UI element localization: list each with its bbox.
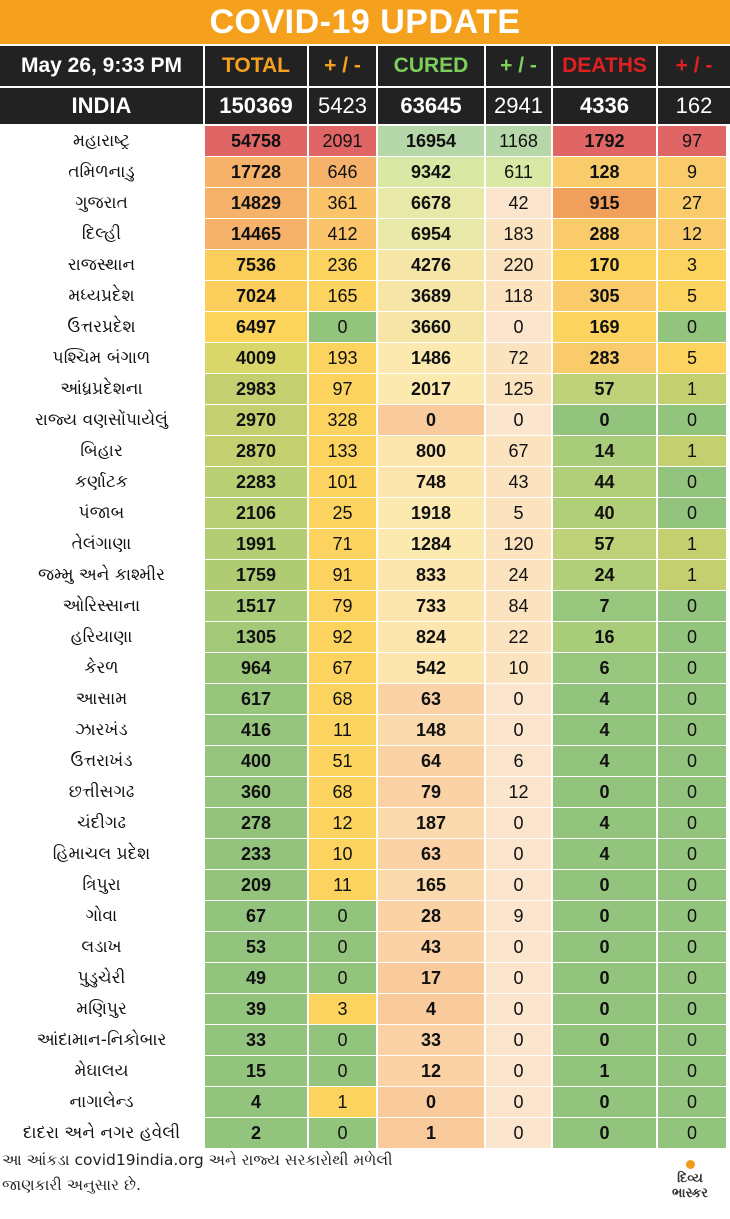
header-deaths: DEATHS xyxy=(553,46,656,86)
total-delta-cell: 10 xyxy=(309,839,376,869)
cured-delta-cell: 183 xyxy=(486,219,551,249)
cured-delta-cell: 118 xyxy=(486,281,551,311)
deaths-cell: 0 xyxy=(553,994,656,1024)
deaths-cell: 0 xyxy=(553,870,656,900)
deaths-delta-cell: 0 xyxy=(658,839,726,869)
total-cell: 7024 xyxy=(205,281,307,311)
total-cell: 6497 xyxy=(205,312,307,342)
india-cured-delta: 2941 xyxy=(486,88,551,124)
total-cell: 964 xyxy=(205,653,307,683)
deaths-cell: 57 xyxy=(553,529,656,559)
total-delta-cell: 12 xyxy=(309,808,376,838)
state-name: દાદરા અને નગર હવેલી xyxy=(0,1118,203,1148)
total-cell: 2970 xyxy=(205,405,307,435)
state-name: કેરળ xyxy=(0,653,203,683)
cured-delta-cell: 0 xyxy=(486,684,551,714)
cured-cell: 833 xyxy=(378,560,484,590)
deaths-cell: 0 xyxy=(553,405,656,435)
total-cell: 14465 xyxy=(205,219,307,249)
total-delta-cell: 361 xyxy=(309,188,376,218)
deaths-delta-cell: 0 xyxy=(658,994,726,1024)
total-cell: 1305 xyxy=(205,622,307,652)
divya-bhaskar-logo xyxy=(660,1160,720,1210)
deaths-delta-cell: 97 xyxy=(658,126,726,156)
total-cell: 2 xyxy=(205,1118,307,1148)
total-cell: 2983 xyxy=(205,374,307,404)
total-cell: 2283 xyxy=(205,467,307,497)
india-total-delta: 5423 xyxy=(309,88,376,124)
cured-delta-cell: 125 xyxy=(486,374,551,404)
cured-cell: 6678 xyxy=(378,188,484,218)
deaths-delta-cell: 0 xyxy=(658,684,726,714)
cured-delta-cell: 1168 xyxy=(486,126,551,156)
state-name: જમ્મુ અને કાશ્મીર xyxy=(0,560,203,590)
total-delta-cell: 91 xyxy=(309,560,376,590)
deaths-cell: 4 xyxy=(553,684,656,714)
deaths-cell: 305 xyxy=(553,281,656,311)
deaths-delta-cell: 0 xyxy=(658,312,726,342)
header-total-delta: + / - xyxy=(309,46,376,86)
cured-delta-cell: 0 xyxy=(486,994,551,1024)
total-cell: 4009 xyxy=(205,343,307,373)
deaths-delta-cell: 1 xyxy=(658,560,726,590)
deaths-delta-cell: 0 xyxy=(658,870,726,900)
india-deaths-delta: 162 xyxy=(658,88,730,124)
deaths-cell: 288 xyxy=(553,219,656,249)
total-delta-cell: 412 xyxy=(309,219,376,249)
total-cell: 49 xyxy=(205,963,307,993)
source-note-line-1: આ આંકડા covid19india.org અને રાજ્ય સરકારોથી મળેલી xyxy=(2,1151,393,1169)
total-cell: 2106 xyxy=(205,498,307,528)
state-name: રાજ્ય વણસોંપાયેલું xyxy=(0,405,203,435)
deaths-cell: 4 xyxy=(553,839,656,869)
cured-cell: 0 xyxy=(378,405,484,435)
logo-line-1: દિવ્ય xyxy=(677,1171,703,1186)
total-cell: 209 xyxy=(205,870,307,900)
state-name: ઓરિસ્સાના xyxy=(0,591,203,621)
cured-delta-cell: 0 xyxy=(486,1025,551,1055)
state-name: રાજસ્થાન xyxy=(0,250,203,280)
total-delta-cell: 133 xyxy=(309,436,376,466)
cured-delta-cell: 0 xyxy=(486,963,551,993)
cured-delta-cell: 9 xyxy=(486,901,551,931)
state-name: ગુજરાત xyxy=(0,188,203,218)
total-delta-cell: 71 xyxy=(309,529,376,559)
deaths-cell: 57 xyxy=(553,374,656,404)
deaths-delta-cell: 5 xyxy=(658,281,726,311)
cured-delta-cell: 84 xyxy=(486,591,551,621)
total-delta-cell: 0 xyxy=(309,1118,376,1148)
deaths-cell: 44 xyxy=(553,467,656,497)
deaths-delta-cell: 0 xyxy=(658,622,726,652)
deaths-cell: 0 xyxy=(553,1025,656,1055)
state-name: ત્રિપુરા xyxy=(0,870,203,900)
cured-cell: 748 xyxy=(378,467,484,497)
cured-delta-cell: 611 xyxy=(486,157,551,187)
deaths-cell: 4 xyxy=(553,715,656,745)
cured-cell: 63 xyxy=(378,839,484,869)
total-delta-cell: 3 xyxy=(309,994,376,1024)
state-name: પશ્ચિમ બંગાળ xyxy=(0,343,203,373)
cured-cell: 28 xyxy=(378,901,484,931)
deaths-delta-cell: 0 xyxy=(658,653,726,683)
cured-cell: 1486 xyxy=(378,343,484,373)
cured-delta-cell: 67 xyxy=(486,436,551,466)
deaths-cell: 16 xyxy=(553,622,656,652)
deaths-cell: 0 xyxy=(553,932,656,962)
cured-delta-cell: 22 xyxy=(486,622,551,652)
total-cell: 7536 xyxy=(205,250,307,280)
deaths-delta-cell: 0 xyxy=(658,777,726,807)
total-delta-cell: 328 xyxy=(309,405,376,435)
cured-delta-cell: 42 xyxy=(486,188,551,218)
deaths-delta-cell: 0 xyxy=(658,467,726,497)
deaths-delta-cell: 0 xyxy=(658,746,726,776)
total-delta-cell: 97 xyxy=(309,374,376,404)
deaths-delta-cell: 0 xyxy=(658,901,726,931)
deaths-delta-cell: 0 xyxy=(658,932,726,962)
deaths-cell: 0 xyxy=(553,1118,656,1148)
cured-cell: 187 xyxy=(378,808,484,838)
state-name: ઉત્તરાખંડ xyxy=(0,746,203,776)
deaths-delta-cell: 0 xyxy=(658,1025,726,1055)
cured-delta-cell: 0 xyxy=(486,405,551,435)
cured-cell: 12 xyxy=(378,1056,484,1086)
total-delta-cell: 79 xyxy=(309,591,376,621)
total-cell: 1759 xyxy=(205,560,307,590)
state-name: ગોવા xyxy=(0,901,203,931)
cured-cell: 79 xyxy=(378,777,484,807)
deaths-cell: 14 xyxy=(553,436,656,466)
deaths-delta-cell: 0 xyxy=(658,963,726,993)
cured-delta-cell: 0 xyxy=(486,839,551,869)
deaths-cell: 0 xyxy=(553,901,656,931)
deaths-delta-cell: 0 xyxy=(658,715,726,745)
cured-cell: 64 xyxy=(378,746,484,776)
deaths-cell: 283 xyxy=(553,343,656,373)
cured-delta-cell: 5 xyxy=(486,498,551,528)
cured-cell: 3660 xyxy=(378,312,484,342)
deaths-cell: 40 xyxy=(553,498,656,528)
total-cell: 1517 xyxy=(205,591,307,621)
deaths-cell: 4 xyxy=(553,746,656,776)
deaths-delta-cell: 0 xyxy=(658,1087,726,1117)
deaths-cell: 1 xyxy=(553,1056,656,1086)
state-name: મેઘાલય xyxy=(0,1056,203,1086)
deaths-delta-cell: 0 xyxy=(658,591,726,621)
cured-delta-cell: 120 xyxy=(486,529,551,559)
total-delta-cell: 236 xyxy=(309,250,376,280)
cured-delta-cell: 0 xyxy=(486,808,551,838)
deaths-cell: 169 xyxy=(553,312,656,342)
deaths-cell: 0 xyxy=(553,777,656,807)
deaths-cell: 24 xyxy=(553,560,656,590)
total-cell: 2870 xyxy=(205,436,307,466)
cured-cell: 4 xyxy=(378,994,484,1024)
total-delta-cell: 0 xyxy=(309,901,376,931)
total-cell: 4 xyxy=(205,1087,307,1117)
deaths-delta-cell: 1 xyxy=(658,529,726,559)
cured-delta-cell: 12 xyxy=(486,777,551,807)
state-name: હિમાચલ પ્રદેશ xyxy=(0,839,203,869)
cured-cell: 1918 xyxy=(378,498,484,528)
state-name: તમિળનાડુ xyxy=(0,157,203,187)
cured-delta-cell: 0 xyxy=(486,1056,551,1086)
cured-cell: 1 xyxy=(378,1118,484,1148)
cured-cell: 4276 xyxy=(378,250,484,280)
source-note-line-2: જાણકારી અનુસાર છે. xyxy=(2,1176,141,1194)
deaths-delta-cell: 0 xyxy=(658,405,726,435)
cured-cell: 16954 xyxy=(378,126,484,156)
deaths-delta-cell: 5 xyxy=(658,343,726,373)
total-delta-cell: 67 xyxy=(309,653,376,683)
cured-cell: 165 xyxy=(378,870,484,900)
india-deaths: 4336 xyxy=(553,88,656,124)
deaths-delta-cell: 0 xyxy=(658,808,726,838)
total-delta-cell: 165 xyxy=(309,281,376,311)
deaths-cell: 915 xyxy=(553,188,656,218)
deaths-cell: 170 xyxy=(553,250,656,280)
cured-cell: 824 xyxy=(378,622,484,652)
india-total: 150369 xyxy=(205,88,307,124)
total-cell: 617 xyxy=(205,684,307,714)
total-cell: 416 xyxy=(205,715,307,745)
cured-cell: 1284 xyxy=(378,529,484,559)
deaths-delta-cell: 0 xyxy=(658,1056,726,1086)
deaths-delta-cell: 9 xyxy=(658,157,726,187)
state-name: આંધ્રપ્રદેશના xyxy=(0,374,203,404)
state-name: હરિયાણા xyxy=(0,622,203,652)
header-total: TOTAL xyxy=(205,46,307,86)
cured-cell: 33 xyxy=(378,1025,484,1055)
cured-delta-cell: 24 xyxy=(486,560,551,590)
cured-cell: 6954 xyxy=(378,219,484,249)
total-delta-cell: 101 xyxy=(309,467,376,497)
total-delta-cell: 0 xyxy=(309,963,376,993)
cured-cell: 0 xyxy=(378,1087,484,1117)
state-name: આંદામાન-નિકોબાર xyxy=(0,1025,203,1055)
total-cell: 39 xyxy=(205,994,307,1024)
deaths-cell: 128 xyxy=(553,157,656,187)
total-delta-cell: 68 xyxy=(309,684,376,714)
total-cell: 14829 xyxy=(205,188,307,218)
state-name: છત્તીસગઢ xyxy=(0,777,203,807)
total-cell: 54758 xyxy=(205,126,307,156)
cured-cell: 9342 xyxy=(378,157,484,187)
india-cured: 63645 xyxy=(378,88,484,124)
logo-dot-icon xyxy=(686,1160,695,1169)
cured-delta-cell: 6 xyxy=(486,746,551,776)
total-cell: 360 xyxy=(205,777,307,807)
deaths-cell: 4 xyxy=(553,808,656,838)
deaths-delta-cell: 27 xyxy=(658,188,726,218)
state-name: લડાખ xyxy=(0,932,203,962)
state-name: નાગાલેન્ડ xyxy=(0,1087,203,1117)
state-name: તેલંગાણા xyxy=(0,529,203,559)
total-cell: 53 xyxy=(205,932,307,962)
total-delta-cell: 51 xyxy=(309,746,376,776)
cured-cell: 733 xyxy=(378,591,484,621)
cured-cell: 800 xyxy=(378,436,484,466)
deaths-delta-cell: 1 xyxy=(658,436,726,466)
source-note xyxy=(2,1148,562,1198)
total-delta-cell: 1 xyxy=(309,1087,376,1117)
state-name: પુડુચેરી xyxy=(0,963,203,993)
total-delta-cell: 25 xyxy=(309,498,376,528)
total-cell: 33 xyxy=(205,1025,307,1055)
header-cured-delta: + / - xyxy=(486,46,551,86)
cured-delta-cell: 0 xyxy=(486,312,551,342)
cured-delta-cell: 0 xyxy=(486,1087,551,1117)
cured-cell: 148 xyxy=(378,715,484,745)
total-delta-cell: 68 xyxy=(309,777,376,807)
header-cured: CURED xyxy=(378,46,484,86)
cured-delta-cell: 43 xyxy=(486,467,551,497)
total-delta-cell: 646 xyxy=(309,157,376,187)
cured-delta-cell: 0 xyxy=(486,715,551,745)
deaths-cell: 0 xyxy=(553,963,656,993)
state-name: મધ્યપ્રદેશ xyxy=(0,281,203,311)
cured-delta-cell: 0 xyxy=(486,1118,551,1148)
deaths-delta-cell: 1 xyxy=(658,374,726,404)
total-delta-cell: 92 xyxy=(309,622,376,652)
total-cell: 278 xyxy=(205,808,307,838)
deaths-cell: 0 xyxy=(553,1087,656,1117)
state-name: આસામ xyxy=(0,684,203,714)
total-delta-cell: 0 xyxy=(309,1056,376,1086)
cured-cell: 3689 xyxy=(378,281,484,311)
cured-cell: 17 xyxy=(378,963,484,993)
state-name: પંજાબ xyxy=(0,498,203,528)
cured-delta-cell: 220 xyxy=(486,250,551,280)
state-name: કર્ણાટક xyxy=(0,467,203,497)
total-cell: 15 xyxy=(205,1056,307,1086)
header-deaths-delta: + / - xyxy=(658,46,730,86)
deaths-delta-cell: 0 xyxy=(658,1118,726,1148)
total-cell: 17728 xyxy=(205,157,307,187)
state-name: દિલ્હી xyxy=(0,219,203,249)
header-date: May 26, 9:33 PM xyxy=(0,46,203,86)
cured-cell: 63 xyxy=(378,684,484,714)
total-delta-cell: 11 xyxy=(309,715,376,745)
total-delta-cell: 0 xyxy=(309,312,376,342)
state-name: ચંદીગઢ xyxy=(0,808,203,838)
india-label: INDIA xyxy=(0,88,203,124)
deaths-cell: 6 xyxy=(553,653,656,683)
deaths-cell: 1792 xyxy=(553,126,656,156)
cured-cell: 43 xyxy=(378,932,484,962)
cured-delta-cell: 0 xyxy=(486,932,551,962)
cured-delta-cell: 0 xyxy=(486,870,551,900)
deaths-delta-cell: 0 xyxy=(658,498,726,528)
state-name: મહારાષ્ટ્ર xyxy=(0,126,203,156)
state-name: ઉત્તરપ્રદેશ xyxy=(0,312,203,342)
state-name: ઝારખંડ xyxy=(0,715,203,745)
cured-delta-cell: 10 xyxy=(486,653,551,683)
total-delta-cell: 0 xyxy=(309,1025,376,1055)
total-delta-cell: 0 xyxy=(309,932,376,962)
deaths-delta-cell: 3 xyxy=(658,250,726,280)
total-delta-cell: 2091 xyxy=(309,126,376,156)
total-cell: 400 xyxy=(205,746,307,776)
chart-title: COVID-19 UPDATE xyxy=(0,0,730,44)
cured-cell: 2017 xyxy=(378,374,484,404)
total-cell: 233 xyxy=(205,839,307,869)
total-delta-cell: 193 xyxy=(309,343,376,373)
total-cell: 1991 xyxy=(205,529,307,559)
cured-delta-cell: 72 xyxy=(486,343,551,373)
state-name: મણિપુર xyxy=(0,994,203,1024)
deaths-delta-cell: 12 xyxy=(658,219,726,249)
deaths-cell: 7 xyxy=(553,591,656,621)
logo-line-2: ભાસ્કર xyxy=(672,1186,708,1201)
total-delta-cell: 11 xyxy=(309,870,376,900)
cured-cell: 542 xyxy=(378,653,484,683)
total-cell: 67 xyxy=(205,901,307,931)
state-name: બિહાર xyxy=(0,436,203,466)
